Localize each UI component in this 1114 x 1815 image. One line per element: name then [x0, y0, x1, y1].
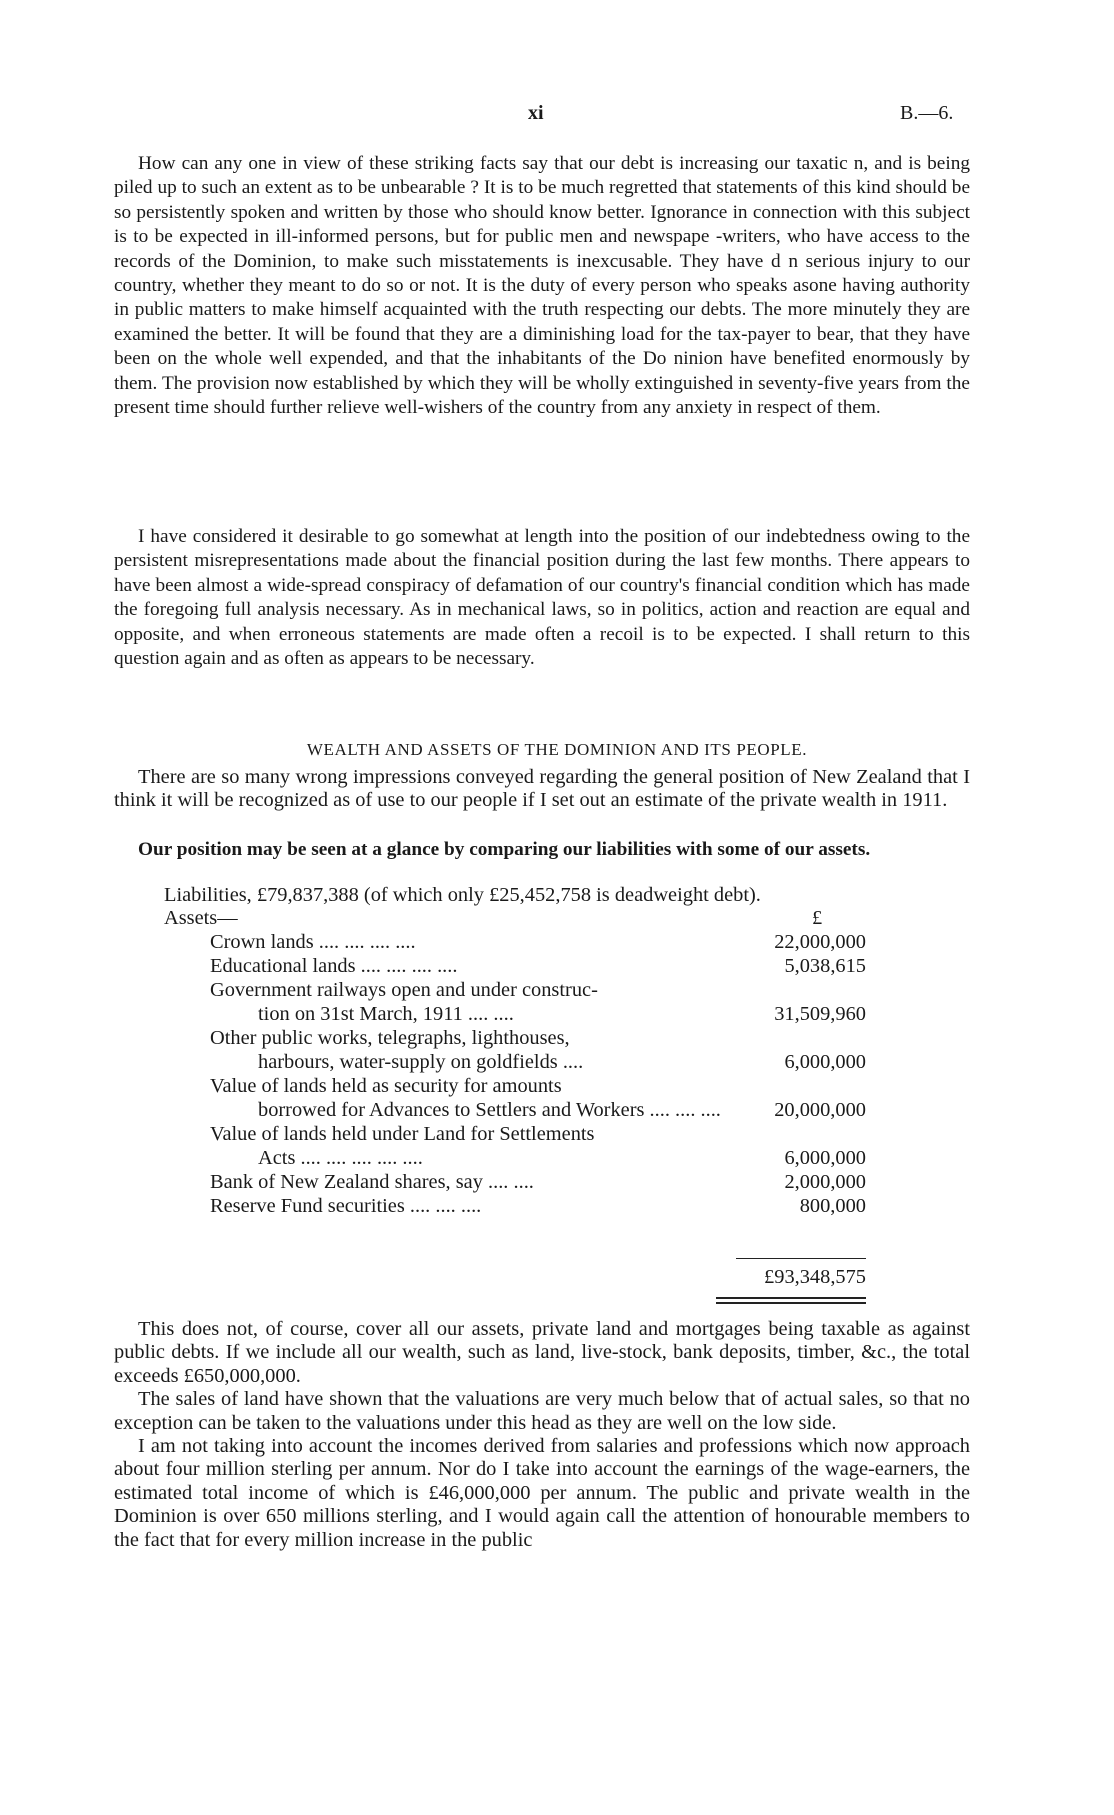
- asset-amount: 2,000,000: [784, 1171, 866, 1193]
- asset-amount: 5,038,615: [784, 955, 866, 977]
- asset-description: Value of lands held under Land for Settlements: [210, 1123, 595, 1145]
- asset-description-continued: Acts .... .... .... .... ....: [258, 1147, 423, 1169]
- paragraph-position-glance: Our position may be seen at a glance by comparing our liabilities with some of our assets.: [138, 839, 871, 860]
- asset-description: Bank of New Zealand shares, say .... ....: [210, 1171, 534, 1193]
- paragraph-debt-misstatements: How can any one in view of these striking facts say that our debt is increasing our taxatic n, and is being piled up to such an extent as to be unbearable ? It is to be much regretted that statements of this kind should be so persistently spoken and written by those who should know better. Ignorance in connection with this subject is to be expected in ill-informed persons, but for public men and newspape -writers, who have access to the records of the Dominion, to make such misstatements is inexcusable. They have d n serious injury to our country, whether they meant to do so or not. It is the duty of every person who speaks asone having authority in public matters to make himself acquainted with the truth respecting our debts. The more minutely they are examined the better. It will be found that they are a diminishing load for the tax-payer to bear, that they have been on the whole well expended, and that the inhabitants of the Do ninion have benefited enormously by them. The provision now established by which they will be wholly extinguished in seventy-five years from the present time should further relieve well-wishers of the country from any anxiety in respect of them.: [114, 153, 970, 419]
- asset-amount: 22,000,000: [774, 931, 866, 953]
- asset-description-continued: borrowed for Advances to Settlers and Workers .... .... ....: [258, 1099, 721, 1121]
- body-text-block-5: [114, 1318, 970, 1552]
- paragraph-land-sales: The sales of land have shown that the valuations are very much below that of actual sales, so that no exception can be taken to the valuations under this head as they are well on the low side.: [114, 1388, 970, 1434]
- body-text-block-2: [114, 525, 970, 671]
- double-rule-top: [716, 1297, 866, 1299]
- asset-row: [210, 1170, 866, 1194]
- asset-amount: 6,000,000: [784, 1147, 866, 1169]
- asset-amount: 20,000,000: [774, 1099, 866, 1121]
- asset-row: [210, 954, 866, 978]
- asset-description-continued: tion on 31st March, 1911 .... ....: [258, 1003, 514, 1025]
- paragraph-not-all-assets: This does not, of course, cover all our assets, private land and mortgages being taxable as against public debts. If we include all our wealth, such as land, live-stock, bank deposits, timber, &c., the total exceeds £650,000,000.: [114, 1318, 970, 1387]
- asset-row: [210, 1194, 866, 1218]
- page-number: xi: [528, 102, 544, 124]
- asset-description: Value of lands held as security for amounts: [210, 1075, 562, 1097]
- body-text-block-4: [114, 838, 970, 861]
- asset-amount: 6,000,000: [784, 1051, 866, 1073]
- document-reference: B.—6.: [900, 102, 954, 124]
- assets-table: [210, 930, 866, 1218]
- assets-total: £93,348,575: [764, 1266, 866, 1288]
- asset-description: Reserve Fund securities .... .... ....: [210, 1195, 482, 1217]
- asset-amount: 800,000: [799, 1195, 866, 1217]
- asset-row: [210, 978, 866, 1026]
- asset-description-continued: harbours, water-supply on goldfields ....: [258, 1051, 584, 1073]
- total-rule: [736, 1258, 866, 1259]
- asset-row: [210, 1074, 866, 1122]
- asset-description: Other public works, telegraphs, lighthouses,: [210, 1027, 570, 1049]
- asset-description: Educational lands .... .... .... ....: [210, 955, 458, 977]
- asset-row: [210, 1122, 866, 1170]
- asset-description: Government railways open and under construc-: [210, 979, 598, 1001]
- paragraph-indebtedness-position: I have considered it desirable to go somewhat at length into the position of our indebtedness owing to the persistent misrepresentations made about the financial position during the last few months. There appears to have been almost a wide-spread conspiracy of defamation of our country's financial condition which has made the foregoing full analysis necessary. As in mechanical laws, so in politics, action and reaction are equal and opposite, and when erroneous statements are made often a recoil is to be expected. I shall return to this question again and as often as appears to be necessary.: [114, 526, 970, 670]
- asset-amount: 31,509,960: [774, 1003, 866, 1025]
- asset-description: Crown lands .... .... .... ....: [210, 931, 416, 953]
- asset-row: [210, 1026, 866, 1074]
- liabilities-line: Liabilities, £79,837,388 (of which only £25,452,758 is deadweight debt).: [164, 884, 761, 906]
- body-text-block-3: [114, 766, 970, 812]
- assets-label: Assets—: [164, 907, 238, 929]
- paragraph-incomes: I am not taking into account the incomes derived from salaries and professions which now approach about four million sterling per annum. Nor do I take into account the earnings of the wage-earners, the estimated total income of which is £46,000,000 per annum. The public and private wealth in the Dominion is over 650 millions sterling, and I would again call the attention of honourable members to the fact that for every million increase in the public: [114, 1435, 970, 1551]
- currency-symbol: £: [812, 907, 823, 929]
- paragraph-wrong-impressions: There are so many wrong impressions conveyed regarding the general position of New Zealand that I think it will be recognized as of use to our people if I set out an estimate of the private wealth in 1911.: [114, 766, 970, 812]
- asset-row: [210, 930, 866, 954]
- double-rule-bottom: [716, 1302, 866, 1304]
- body-text-block-1: [114, 152, 970, 420]
- section-heading: WEALTH AND ASSETS OF THE DOMINION AND ITS PEOPLE.: [306, 740, 808, 759]
